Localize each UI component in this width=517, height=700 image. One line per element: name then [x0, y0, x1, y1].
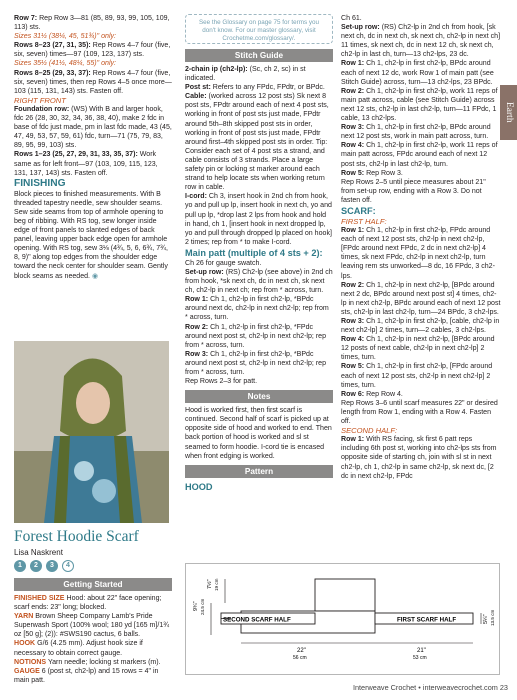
main-pattern-entry: Rep Rows 2–3 for patt. — [185, 378, 258, 386]
rows-8-23-instruction: Rows 8–23 (27, 31, 35): Rep Rows 4–7 four (five, six, seven) times—97 (109, 123, 137) sts. — [14, 42, 171, 59]
right-front-heading: RIGHT FRONT — [14, 95, 66, 105]
gs-item: YARN Brown Sheep Company Lamb's Pride Superwash Sport (100% wool; 180 yd [165 m]/1¾ oz [50 g]; (2)): #SWS190 cactus, 6 balls. — [14, 613, 170, 639]
model-photo — [14, 341, 169, 523]
first-half-row: Rep Rows 3–6 until scarf measures 22" or desired length from Row 1, ending with a Row 4. Fasten off. — [341, 399, 498, 426]
second-scarf-half-label: SECOND SCARF HALF — [223, 616, 291, 624]
column-2 — [185, 14, 333, 493]
rows-1-23-instruction: Rows 1–23 (25, 27, 29, 31, 33, 35, 37): Work same as for left front—97 (103, 109, 115, 123, 131, 137, 143) sts. Fasten off. — [14, 151, 158, 177]
sizes-subheading: Sizes 35½ (41½, 48¼, 55)" only: — [14, 60, 117, 68]
gs-item: GAUGE 6 (post st, ch2-lp) and 15 rows = 4" in main patt. — [14, 667, 159, 684]
dimension-21-cm: 53 cm — [413, 655, 427, 661]
first-scarf-half-label: FIRST SCARF HALF — [397, 616, 457, 624]
gs-item: NOTIONS Yarn needle; locking st markers (m). — [14, 658, 161, 666]
row-7-instruction: Row 7: Rep Row 3—81 (85, 89, 93, 99, 105, 109, 113) sts. — [14, 15, 170, 32]
stitch-guide-entry: I-cord: Ch 3, insert hook in 2nd ch from hook, yo and pull up lp, insert hook in next ch, yo and pull up lp, *drop last 2 lps from hook and hold in hand, ch 1, [insert hook in next dropped lp, yo and pull through dropped lp placed on hook] 2 times; rep from * to make I-cord. — [185, 193, 332, 246]
pattern-heading: Pattern — [185, 465, 333, 478]
first-half-row: Row 6: Rep Row 4. — [341, 390, 403, 398]
main-pattern-heading: Main patt (multiple of 4 sts + 2): — [185, 247, 323, 258]
hood-row: Rep Rows 2–5 until piece measures about 21" from set-up row, ending with a Row 3. Do not fasten off. — [341, 178, 486, 204]
main-pattern-entry: Row 3: Ch 1, ch2-lp in first ch2-lp, *BPdc around next post st, ch2-lp in next ch2-lp; rep from * across, turn. — [185, 350, 327, 376]
section-tab-earth: Earth — [500, 85, 517, 140]
hood-heading: HOOD — [185, 481, 213, 492]
hood-top-shape — [315, 579, 375, 611]
skill-level-4-icon: 4 — [62, 560, 74, 572]
dimension-7-in: 7½" — [207, 579, 213, 589]
first-half-row: Row 1: Ch 1, ch2-lp in first ch2-lp, FPdc around each of next 12 post sts, ch2-lp in next ch2-lp, [FPdc around next FPdc, 2 dc in next ch2-lp] 4 times, sk next FPdc, ch2-lp in next ch2-lp, turn leaving rem sts unworked—8 dc, 16 FPdc, 3 ch2-lps. — [341, 227, 495, 280]
column-1 — [14, 14, 172, 281]
first-half-heading: FIRST HALF: — [341, 216, 387, 226]
getting-started-box — [14, 578, 172, 685]
main-pattern-entry: Ch 26 for gauge swatch. — [185, 259, 262, 267]
dimension-21-in: 21" — [417, 648, 426, 654]
hood-row: Row 3: Ch 1, ch2-lp in first ch2-lp, BPdc around next 12 post sts, work in main patt across, turn. — [341, 124, 491, 141]
page-footer: Interweave Crochet • interweavecrochet.com 23 — [352, 683, 508, 692]
dimension-7-cm: 19 cm — [214, 578, 219, 591]
glossary-note: See the Glossary on page 75 for terms you don't know. For our master glossary, visit Crochetme.com/glossary/. — [185, 14, 333, 44]
stitch-guide-entry: 2-chain ip (ch2-lp): (Sc, ch 2, sc) in st indicated. — [185, 66, 306, 83]
main-pattern-entry: Row 2: Ch 1, ch2-lp in first ch2-lp, *FPdc around next post st, ch2-lp in next ch2-lp; rep from * across, turn. — [185, 323, 327, 349]
foundation-row-instruction: Foundation row: (WS) With B and larger hook, fdc 26 (28, 30, 32, 34, 36, 38, 40), make 2 fdc in base of fdc just made, pm in last fdc made, 43 (45, 47, 49, 53, 57, 59, 61) fdc, turn—71 (75, 79, 83, 89, 95, 99, 103) sts. — [14, 105, 172, 150]
hood-lead: Ch 61. — [341, 15, 362, 22]
dimension-9-in: 9¾" — [193, 601, 199, 611]
hood-row: Row 5: Rep Row 3. — [341, 169, 403, 177]
dimension-22-cm: 56 cm — [293, 655, 307, 661]
end-of-article-icon: ◉ — [91, 272, 99, 280]
second-half-row: Row 1: With RS facing, sk first 6 patt reps including 6th post st, working into ch2-lps sts from opposite side of starting ch, join with sl st in next ch2-lp, ch 1, ch2-lp in same ch2-lp, sk next dc, [2 dc in next ch2-lp, FPdc — [341, 436, 497, 480]
second-half-heading: SECOND HALF: — [341, 426, 398, 436]
sizes-subheading: Sizes 31½ (38¼, 45, 51¾)" only: — [14, 33, 117, 41]
scarf-heading: SCARF: — [341, 205, 376, 216]
hood-row: Row 4: Ch 1, ch2-lp in first ch2-lp, work 11 reps of main patt across, FPdc around each of next 12 post sts, ch2-lp in last ch2-lp, turn. — [341, 142, 498, 168]
dimension-9-cm: 24.5 cm — [200, 598, 205, 615]
dimension-22-in: 22" — [297, 648, 306, 654]
designer-name: Lisa Naskrent — [14, 548, 63, 557]
project-title: Forest Hoodie Scarf — [14, 528, 139, 545]
finishing-text: Block pieces to finished measurements. With B threaded tapestry needle, sew shoulder seams. Sew side seams from top of armhole opening to beg of ribbing. With RS tog, sew longer inside edge of front panels to slanted edges of back panel, leaving upper back edge open for armhole opening. With RS tog, sew 3⅛ (4¾, 5, 6, 6¾, 7¾, 8, 9)" along top edges from the shoulder edge toward the neck center for shoulder seam. Gently block seams as needed. ◉ — [14, 190, 168, 280]
gs-item: FINISHED SIZE Hood: about 22" face opening; scarf ends: 23" long; blocked. — [14, 595, 162, 612]
column-3 — [341, 14, 501, 481]
finishing-heading: FINISHING — [14, 177, 66, 189]
stitch-guide-entry: Post st: Refers to any FPdc, FPdtr, or BPdc. — [185, 84, 325, 92]
skill-level-indicator — [14, 560, 74, 572]
main-pattern-entry: Set-up row: (RS) Ch2-lp (see above) in 2nd ch from hook, *sk next ch, dc in next ch, sk next ch, ch2-lp in next ch; rep from * across, turn. — [185, 268, 333, 295]
gs-item: HOOK G/6 (4.25 mm). Adjust hook size if necessary to obtain correct gauge. — [14, 640, 143, 657]
main-pattern-entry: Row 1: Ch 1, ch2-lp in first ch2-lp, *BPdc around next dc, ch2-lp in next ch2-lp; rep from * across, turn. — [185, 296, 329, 322]
first-half-row: Row 2: Ch 1, ch2-lp in next ch2-lp, [BPdc around next 2 dc, BPdc around next post st] 4 times, ch2-lp in next ch2-lp, BPdc around each of next 12 post sts, ch2-lp in last ch2-lp, turn—24 BPdc, 3 ch2-lps. — [341, 281, 501, 316]
first-half-row: Row 5: Ch 1, ch2-lp in first ch2-lp, [FPdc around each of next 12 post sts, ch2-lp in next ch2-lp] 2 times, turn. — [341, 363, 493, 389]
notes-heading: Notes — [185, 390, 333, 403]
getting-started-heading: Getting Started — [14, 578, 172, 591]
photo-illustration — [14, 341, 169, 523]
hood-row: Row 2: Ch 1, ch2-lp in first ch2-lp, work 11 reps of main patt across, cable (see Stitch Guide) across next 12 sts, ch2-lp in last ch2-lp, turn—11 FPdc, 1 cable, 13 ch2-lps. — [341, 87, 498, 123]
skill-level-3-icon: 3 — [46, 560, 58, 572]
stitch-guide-entry: Cable: (worked across 12 post sts) Sk next 8 post sts, FPdtr around each of next 4 post sts, working in front of post sts just made, FPdtr around 5th–8th skipped post sts in order, working in front of post sts just made, FPdtr around first–4th skipped post sts in order. Tip: Consider each set of 4 post sts a strand, and cable consists of 3 strands. Place a large safety pin or locking st marker around each strand to help locate sts when working return row in cable. — [185, 93, 329, 192]
skill-level-1-icon: 1 — [14, 560, 26, 572]
first-half-row: Row 4: Ch 1, ch2-lp in next ch2-lp, [BPdc around 12 posts of next cable, ch2-lp in next ch2-lp] 2 times, turn. — [341, 336, 495, 362]
schematic-diagram — [185, 563, 500, 675]
hood-row: Set-up row: (RS) Ch2-lp in 2nd ch from hook, [sk next ch, dc in next ch, sk next ch, ch2-lp in next ch] 11 times, sk next ch, dc in next 12 ch, sk next ch, ch2-lp in last ch, turn—13 ch2-lps, 23 dc. — [341, 24, 501, 59]
notes-text: Hood is worked first, then first scarf is continued. Second half of scarf is picked up at opposite side of hood and worked to end. Then back portion of hood is worked and sl st seamed to form hoodie. I-cord tie is encased when front edging is worked. — [185, 407, 332, 460]
rows-8-25-instruction: Rows 8–25 (29, 33, 37): Rep Rows 4–7 four (five, six, seven) times, then rep Rows 4–5 once more—103 (115, 131, 143) sts. Fasten off. — [14, 69, 172, 95]
skill-level-2-icon: 2 — [30, 560, 42, 572]
dimension-5-cm: 13.5 cm — [490, 609, 495, 626]
first-half-row: Row 3: Ch 1, ch2-lp in first ch2-lp, [cable, ch2-lp in next ch2-lp] 2 times, turn—2 cables, 3 ch2-lps. — [341, 318, 500, 335]
stitch-guide-heading: Stitch Guide — [185, 49, 333, 62]
dimension-5-in: 5¼" — [483, 614, 489, 624]
hood-row: Row 1: Ch 1, ch2-lp in first ch2-lp, BPdc around each of next 12 dc, work Row 1 of main patt (see Stitch Guide) across, turn—13 ch2-lps, 23 BPdc. — [341, 60, 494, 86]
